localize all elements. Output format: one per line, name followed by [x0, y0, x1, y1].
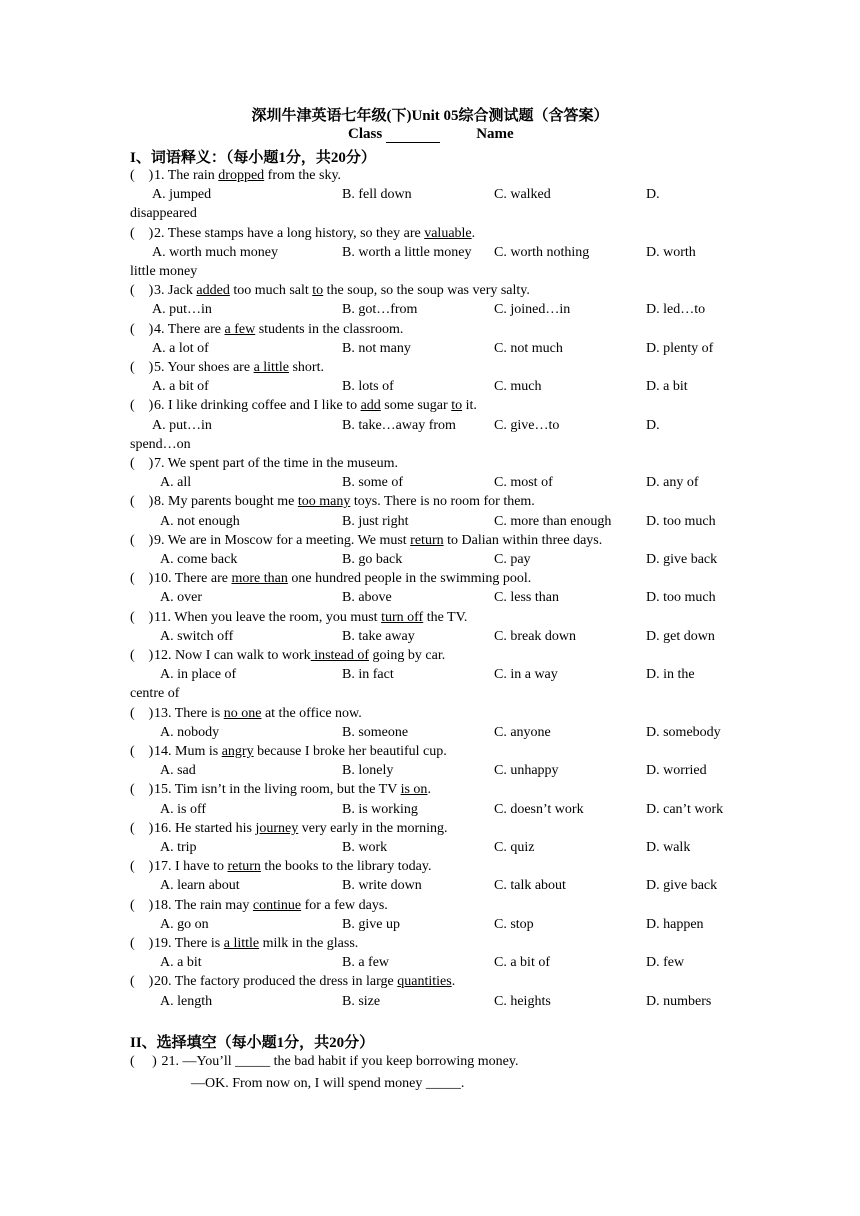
underlined-term: added: [196, 283, 230, 299]
question-text: milk in the glass.: [259, 936, 359, 951]
option-d-continued: centre of: [130, 686, 180, 702]
question-9: [130, 533, 602, 549]
option-c: C. not much: [494, 340, 563, 356]
option-c: C. worth nothing: [494, 244, 590, 260]
option-d: D. too much: [646, 590, 716, 606]
question-bracket: ( ): [130, 168, 154, 183]
option-a: A. is off: [160, 801, 207, 817]
option-c: C. unhappy: [494, 763, 559, 779]
class-label: Class: [348, 126, 383, 142]
option-d-continued: spend…on: [130, 436, 191, 452]
question-text: 21. —You’ll _____ the bad habit if you keep borrowing money.: [161, 1054, 519, 1069]
question-text: one hundred people in the swimming pool.: [287, 571, 532, 587]
option-b: B. someone: [342, 724, 409, 740]
option-a: A. sad: [160, 763, 196, 779]
underlined-term: too many: [297, 494, 351, 510]
question-21-line2: —OK. From now on, I will spend money _____.: [191, 1076, 465, 1091]
underlined-term: a little: [223, 936, 260, 951]
question-bracket: ( ): [130, 1054, 157, 1069]
option-b: B. size: [342, 993, 381, 1009]
option-a: A. go on: [160, 916, 209, 932]
option-d: D. any of: [646, 475, 699, 491]
question-text: some sugar: [380, 398, 452, 414]
underlined-term: is on: [400, 782, 428, 798]
option-a: A. put…in: [152, 302, 212, 318]
option-c: C. less than: [494, 590, 559, 606]
question-12: [130, 648, 445, 664]
question-text: to Dalian within three days.: [443, 532, 603, 548]
question-14: [130, 744, 447, 760]
question-text: 18. The rain may: [154, 897, 253, 913]
question-bracket: ( ): [130, 360, 154, 375]
underlined-term: dropped: [218, 168, 265, 183]
option-b: B. a few: [342, 955, 390, 971]
option-a: A. in place of: [160, 667, 237, 683]
option-a: A. nobody: [160, 724, 220, 740]
question-bracket: ( ): [130, 705, 154, 721]
option-a: A. jumped: [152, 187, 212, 203]
option-c: C. stop: [494, 916, 534, 932]
question-text: .: [427, 782, 431, 798]
question-text: from the sky.: [264, 168, 342, 183]
underlined-term: turn off: [381, 609, 424, 625]
underlined-term: return: [227, 859, 261, 875]
option-d: D. in the: [646, 667, 695, 683]
option-d: D. get down: [646, 628, 715, 644]
question-21: [130, 1054, 518, 1070]
question-6: [130, 398, 477, 414]
underlined-term: no one: [223, 705, 262, 721]
question-text: very early in the morning.: [298, 820, 448, 836]
question-2: [130, 226, 475, 242]
question-17: [130, 859, 431, 875]
option-b: B. work: [342, 840, 388, 855]
option-a: A. all: [160, 475, 192, 491]
option-b: B. in fact: [342, 667, 394, 683]
question-bracket: ( ): [130, 321, 154, 337]
option-a: A. put…in: [152, 417, 212, 433]
option-d: D. worth: [646, 244, 696, 260]
question-text: 5. Your shoes are: [154, 360, 254, 375]
question-text: 2. These stamps have a long history, so they are: [154, 225, 425, 241]
question-text: short.: [288, 360, 324, 375]
option-b: B. write down: [342, 878, 422, 894]
question-18: [130, 898, 388, 914]
question-text: toys. There is no room for them.: [350, 494, 535, 510]
option-d: D. a bit: [646, 379, 688, 395]
question-text: 7. We spent part of the time in the museum.: [154, 456, 398, 471]
option-c: C. heights: [494, 993, 551, 1009]
question-bracket: ( ): [130, 936, 154, 951]
option-b: B. not many: [342, 340, 411, 356]
underlined-term: to: [312, 283, 324, 299]
option-a: A. a lot of: [152, 340, 209, 356]
option-a: A. a bit: [160, 955, 202, 971]
question-bracket: ( ): [130, 398, 154, 414]
question-text: 12. Now I can walk to work: [154, 648, 311, 663]
question-bracket: ( ): [130, 532, 154, 548]
class-name-line: [348, 126, 514, 143]
question-20: [130, 974, 455, 990]
question-text: it.: [462, 398, 477, 414]
question-text: 14. Mum is: [154, 744, 222, 759]
option-d: D. few: [646, 955, 685, 971]
option-d-continued: disappeared: [130, 206, 197, 222]
question-text: because I broke her beautiful cup.: [253, 744, 447, 759]
option-c: C. joined…in: [494, 302, 571, 318]
option-d: D. give back: [646, 552, 718, 567]
question-16: [130, 821, 448, 837]
question-bracket: ( ): [130, 782, 154, 798]
question-text: 8. My parents bought me: [154, 494, 298, 510]
question-text: going by car.: [369, 648, 446, 663]
option-b: B. go back: [342, 552, 403, 567]
question-1: [130, 168, 341, 184]
option-c: C. more than enough: [494, 513, 612, 529]
option-c: C. quiz: [494, 840, 535, 855]
underlined-term: return: [410, 532, 444, 548]
question-text: 16. He started his: [154, 820, 256, 836]
question-text: 10. There are: [154, 571, 232, 587]
option-b: B. give up: [342, 916, 400, 932]
option-d: D.: [646, 417, 660, 433]
option-a: A. worth much money: [152, 244, 278, 260]
option-d: D. can’t work: [646, 801, 724, 817]
question-text: 13. There is: [154, 705, 224, 721]
option-c: C. talk about: [494, 878, 566, 894]
option-b: B. lots of: [342, 379, 394, 395]
underlined-term: to: [451, 398, 463, 414]
option-b: B. fell down: [342, 187, 412, 203]
option-b: B. some of: [342, 475, 404, 491]
class-blank: [386, 128, 440, 143]
option-d: D. plenty of: [646, 340, 714, 356]
option-c: C. give…to: [494, 417, 560, 433]
question-text: students in the classroom.: [255, 321, 404, 337]
question-text: the soup, so the soup was very salty.: [323, 283, 530, 299]
option-d: D. give back: [646, 878, 718, 894]
option-a: A. switch off: [160, 628, 234, 644]
option-d: D. numbers: [646, 993, 712, 1009]
option-a: A. trip: [160, 840, 197, 855]
option-d: D. too much: [646, 513, 716, 529]
question-text: 11. When you leave the room, you must: [154, 609, 382, 625]
underlined-term: quantities: [397, 974, 452, 990]
option-b: B. is working: [342, 801, 418, 817]
section-1-heading: I、词语释义：（每小题1分，共20分）: [130, 150, 376, 166]
question-4: [130, 322, 403, 338]
question-text: 4. There are: [154, 321, 225, 337]
underlined-term: more than: [231, 571, 288, 587]
question-text: the TV.: [423, 609, 468, 625]
option-a: A. over: [160, 590, 202, 606]
underlined-term: journey: [255, 820, 299, 836]
question-bracket: ( ): [130, 494, 154, 510]
option-c: C. pay: [494, 552, 531, 567]
option-b: B. got…from: [342, 302, 418, 318]
underlined-term: angry: [221, 744, 254, 759]
question-text: 9. We are in Moscow for a meeting. We must: [154, 532, 411, 548]
question-text: 19. There is: [154, 936, 224, 951]
question-3: [130, 283, 530, 299]
option-d: D. somebody: [646, 724, 721, 740]
question-bracket: ( ): [130, 974, 154, 990]
question-8: [130, 494, 535, 510]
option-d: D.: [646, 187, 660, 203]
option-c: C. break down: [494, 628, 577, 644]
question-text: 3. Jack: [154, 283, 197, 299]
option-d: D. happen: [646, 916, 704, 932]
option-c: C. in a way: [494, 667, 558, 683]
option-a: A. not enough: [160, 513, 240, 529]
question-10: [130, 571, 531, 587]
question-text: 20. The factory produced the dress in large: [154, 974, 398, 990]
question-bracket: ( ): [130, 609, 154, 625]
option-c: C. much: [494, 379, 542, 395]
option-c: C. doesn’t work: [494, 801, 584, 817]
question-bracket: ( ): [130, 456, 154, 471]
question-text: 17. I have to: [154, 859, 228, 875]
question-text: 15. Tim isn’t in the living room, but the TV: [154, 782, 401, 798]
option-c: C. most of: [494, 475, 553, 491]
option-b: B. take…away from: [342, 417, 456, 433]
option-b: B. lonely: [342, 763, 394, 779]
option-c: C. walked: [494, 187, 551, 203]
question-text: 1. The rain: [154, 168, 219, 183]
underlined-term: instead of: [310, 648, 370, 663]
question-text: 6. I like drinking coffee and I like to: [154, 398, 361, 414]
option-c: C. a bit of: [494, 955, 550, 971]
option-d-continued: little money: [130, 264, 198, 279]
question-bracket: ( ): [130, 820, 154, 836]
question-15: [130, 782, 431, 798]
option-a: A. come back: [160, 552, 238, 567]
option-d: D. worried: [646, 763, 707, 779]
question-7: [130, 456, 398, 472]
question-text: the books to the library today.: [260, 859, 432, 875]
name-label: Name: [476, 126, 514, 142]
question-text: too much salt: [229, 283, 313, 299]
question-bracket: ( ): [130, 571, 154, 587]
question-text: for a few days.: [301, 897, 388, 913]
option-d: D. led…to: [646, 302, 706, 318]
option-b: B. worth a little money: [342, 244, 472, 260]
option-a: A. learn about: [160, 878, 240, 894]
question-11: [130, 610, 467, 626]
question-text: at the office now.: [261, 705, 362, 721]
question-bracket: ( ): [130, 283, 154, 299]
question-bracket: ( ): [130, 859, 154, 875]
option-b: B. above: [342, 590, 392, 606]
option-a: A. length: [160, 993, 213, 1009]
question-bracket: ( ): [130, 744, 154, 759]
question-bracket: ( ): [130, 648, 154, 663]
option-d: D. walk: [646, 840, 691, 855]
page-title: 深圳牛津英语七年级(下)Unit 05综合测试题（含答案）: [251, 108, 609, 124]
question-text: .: [471, 225, 476, 241]
option-a: A. a bit of: [152, 379, 209, 395]
section-2-heading: II、选择填空（每小题1分，共20分）: [130, 1035, 375, 1051]
option-b: B. take away: [342, 628, 415, 644]
underlined-term: continue: [252, 897, 302, 913]
question-bracket: ( ): [130, 897, 154, 913]
question-5: [130, 360, 324, 376]
question-text: .: [451, 974, 456, 990]
option-c: C. anyone: [494, 724, 551, 740]
underlined-term: a little: [253, 360, 289, 375]
underlined-term: a few: [224, 321, 256, 337]
underlined-term: add: [360, 398, 381, 414]
underlined-term: valuable: [424, 225, 472, 241]
question-bracket: ( ): [130, 225, 154, 241]
option-b: B. just right: [342, 513, 409, 529]
question-13: [130, 706, 362, 722]
question-19: [130, 936, 358, 952]
